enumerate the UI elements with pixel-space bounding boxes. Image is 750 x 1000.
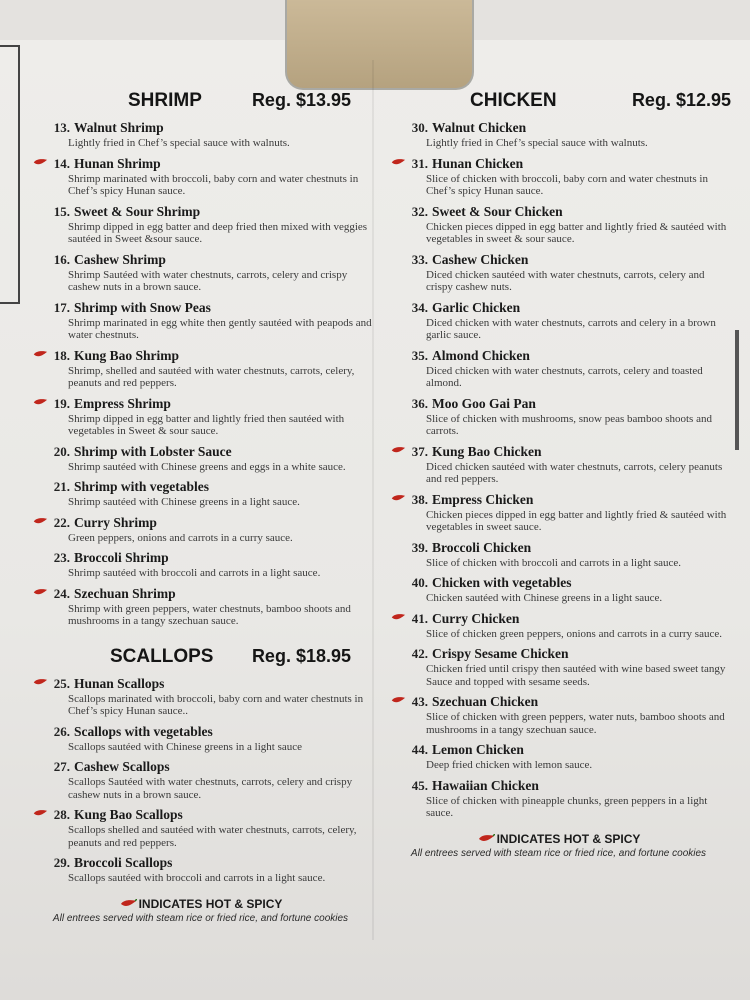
legend-note: All entrees served with steam rice or fried rice, and fortune cookies xyxy=(52,912,349,924)
item-description: Shrimp marinated with broccoli, baby corn and water chestnuts in Chef’s spicy Hunan sauce. xyxy=(68,172,359,197)
item-name: Lemon Chicken xyxy=(432,742,524,757)
item-description: Shrimp dipped in egg batter and deep fried then mixed with veggies sautéed in Sweet &sour sauce. xyxy=(68,220,368,245)
menu-item xyxy=(28,855,373,885)
chicken-list xyxy=(386,120,731,820)
legend-label: INDICATES HOT & SPICY xyxy=(138,896,283,911)
item-name: Shrimp with vegetables xyxy=(74,479,209,494)
item-name: Hawaiian Chicken xyxy=(432,777,539,793)
item-name: Broccoli Scallops xyxy=(74,855,173,870)
item-number: 39. xyxy=(411,539,428,555)
item-description: Lightly fried in Chef’s special sauce with walnuts. xyxy=(426,137,648,149)
item-description: Slice of chicken with broccoli and carrots in a light sauce. xyxy=(426,556,682,569)
menu-item xyxy=(386,396,731,438)
item-description: Shrimp dipped in egg batter and lightly fried then sautéed with vegetables in Sweet & sour sauce. xyxy=(68,412,345,437)
menu-item xyxy=(386,300,731,342)
item-number: 14. xyxy=(53,155,70,171)
item-description: Slice of chicken with green peppers, water nuts, bamboo shoots and mushrooms in a tangy szechuan sauce. xyxy=(426,711,725,736)
menu-item xyxy=(386,694,731,736)
item-name: Almond Chicken xyxy=(432,347,530,363)
item-description: Scallops marinated with broccoli, baby corn and water chestnuts in Chef’s spicy Hunan sauce.. xyxy=(68,692,364,717)
menu-item xyxy=(28,156,373,198)
menu-item xyxy=(28,586,373,628)
item-number: 15. xyxy=(53,203,70,219)
menu-item xyxy=(386,204,731,246)
item-name: Szechuan Chicken xyxy=(432,694,539,709)
left-column xyxy=(28,90,373,924)
item-number: 13. xyxy=(53,120,70,135)
scallops-price: Reg. $18.95 xyxy=(251,645,351,666)
item-description: Scallops Sautéed with water chestnuts, carrots, celery and crispy cashew nuts in a brown sauce. xyxy=(68,776,353,801)
item-number: 30. xyxy=(411,120,428,135)
item-description: Slice of chicken green peppers, onions and carrots in a curry sauce. xyxy=(426,627,722,640)
menu-item xyxy=(28,396,373,438)
item-name: Cashew Chicken xyxy=(432,251,529,267)
item-description: Shrimp marinated in egg white then gently sautéed with peapods and water chestnuts. xyxy=(68,316,372,341)
menu-item xyxy=(28,724,373,754)
item-name: Sweet & Sour Chicken xyxy=(432,203,563,219)
menu-item xyxy=(386,575,731,605)
menu-item xyxy=(28,759,373,801)
item-name: Curry Chicken xyxy=(432,610,520,626)
menu-item xyxy=(28,300,373,342)
item-number: 36. xyxy=(411,395,428,411)
item-name: Curry Shrimp xyxy=(74,514,157,530)
item-number: 42. xyxy=(411,646,428,661)
item-name: Cashew Shrimp xyxy=(74,251,166,267)
legend-note: All entrees served with steam rice or fried rice, and fortune cookies xyxy=(410,847,707,859)
item-number: 28. xyxy=(53,807,70,822)
item-description: Scallops sautéed with Chinese greens in a light sauce xyxy=(68,740,302,753)
item-name: Hunan Shrimp xyxy=(74,155,161,171)
item-number: 35. xyxy=(411,347,428,363)
menu-item xyxy=(386,252,731,294)
item-name: Kung Bao Scallops xyxy=(74,807,183,822)
menu-item xyxy=(386,348,731,390)
menu-item xyxy=(386,120,731,150)
menu-item xyxy=(386,492,731,534)
item-number: 16. xyxy=(53,251,70,267)
item-description: Scallops sautéed with broccoli and carrots in a light sauce. xyxy=(68,872,326,884)
item-name: Empress Chicken xyxy=(432,491,534,507)
item-number: 31. xyxy=(411,155,428,171)
item-description: Green peppers, onions and carrots in a curry sauce. xyxy=(68,531,293,544)
item-number: 20. xyxy=(53,443,70,459)
item-description: Shrimp, shelled and sautéed with water chestnuts, carrots, celery, peanuts and red peppers. xyxy=(68,364,355,389)
item-description: Chicken fried until crispy then sautéed with wine based sweet tangy Sauce and topped with sesame seeds. xyxy=(426,663,726,688)
menu-item xyxy=(386,611,731,641)
item-number: 19. xyxy=(53,395,70,411)
item-description: Slice of chicken with broccoli, baby corn and water chestnuts in Chef’s spicy Hunan sauce. xyxy=(426,172,708,197)
chili-pepper-icon xyxy=(119,899,137,909)
menu-item xyxy=(28,252,373,294)
item-name: Kung Bao Chicken xyxy=(432,443,542,459)
item-number: 18. xyxy=(53,347,70,363)
item-number: 44. xyxy=(411,742,428,757)
item-number: 45. xyxy=(411,777,428,793)
item-description: Diced chicken with water chestnuts, carrots and celery in a brown garlic sauce. xyxy=(426,316,716,341)
item-name: Walnut Chicken xyxy=(432,120,527,135)
item-description: Scallops shelled and sautéed with water chestnuts, carrots, celery, peanuts and red peppers. xyxy=(68,824,357,849)
item-name: Hunan Scallops xyxy=(74,675,165,691)
item-number: 23. xyxy=(53,550,70,565)
chicken-section-header xyxy=(386,90,731,112)
menu-item xyxy=(28,550,373,580)
item-number: 34. xyxy=(411,299,428,315)
item-name: Broccoli Shrimp xyxy=(74,550,169,565)
menu-item xyxy=(28,479,373,509)
menu-item xyxy=(386,156,731,198)
item-description: Slice of chicken with pineapple chunks, green peppers in a light sauce. xyxy=(426,794,708,819)
menu-item xyxy=(28,807,373,849)
menu-item xyxy=(28,120,373,150)
item-description: Diced chicken sautéed with water chestnuts, carrots, celery and crispy cashew nuts. xyxy=(426,268,705,293)
menu-item xyxy=(386,646,731,688)
shrimp-section-header xyxy=(28,90,373,112)
chili-pepper-icon xyxy=(477,834,495,844)
right-border-bar xyxy=(735,330,739,450)
item-description: Shrimp sautéed with broccoli and carrots in a light sauce. xyxy=(68,567,321,579)
legend-label: INDICATES HOT & SPICY xyxy=(496,831,641,846)
menu-item xyxy=(386,778,731,820)
item-number: 37. xyxy=(411,443,428,459)
shrimp-list xyxy=(28,120,373,628)
menu-item xyxy=(386,742,731,772)
item-number: 22. xyxy=(53,514,70,530)
item-name: Chicken with vegetables xyxy=(432,575,572,590)
item-name: Kung Bao Shrimp xyxy=(74,347,180,363)
chicken-price: Reg. $12.95 xyxy=(631,90,731,110)
menu-item xyxy=(28,348,373,390)
item-name: Crispy Sesame Chicken xyxy=(432,646,569,661)
item-number: 41. xyxy=(411,610,428,626)
right-column xyxy=(386,90,731,859)
item-name: Cashew Scallops xyxy=(74,759,170,774)
item-number: 33. xyxy=(411,251,428,267)
scallops-list xyxy=(28,676,373,885)
item-number: 26. xyxy=(53,723,70,739)
scallops-title: SCALLOPS xyxy=(110,645,214,667)
item-name: Broccoli Chicken xyxy=(432,539,532,555)
item-number: 21. xyxy=(53,479,70,494)
item-number: 43. xyxy=(411,694,428,709)
item-description: Lightly fried in Chef’s special sauce with walnuts. xyxy=(68,137,290,149)
item-description: Diced chicken sautéed with water chestnuts, carrots, celery peanuts and red peppers. xyxy=(426,460,723,485)
item-description: Shrimp sautéed with Chinese greens in a light sauce. xyxy=(68,496,300,508)
item-number: 29. xyxy=(53,855,70,870)
shrimp-price: Reg. $13.95 xyxy=(251,90,351,110)
scallops-section-header xyxy=(28,646,373,668)
item-name: Szechuan Shrimp xyxy=(74,585,176,601)
item-description: Shrimp Sautéed with water chestnuts, carrots, celery and crispy cashew nuts in a brown sauce. xyxy=(68,268,348,293)
item-number: 40. xyxy=(411,575,428,590)
item-description: Chicken pieces dipped in egg batter and lightly fried & sautéed with vegetables in sweet sauce. xyxy=(426,508,727,533)
item-name: Walnut Shrimp xyxy=(74,120,164,135)
spice-jar xyxy=(285,0,474,90)
spicy-legend-right xyxy=(386,832,731,859)
chicken-title: CHICKEN xyxy=(470,90,557,111)
item-name: Hunan Chicken xyxy=(432,155,524,171)
item-number: 38. xyxy=(411,491,428,507)
item-description: Diced chicken with water chestnuts, carrots, celery and toasted almond. xyxy=(426,364,703,389)
item-description: Slice of chicken with mushrooms, snow peas bamboo shoots and carrots. xyxy=(426,412,712,437)
item-name: Scallops with vegetables xyxy=(74,723,213,739)
item-number: 25. xyxy=(53,675,70,691)
menu-item xyxy=(386,540,731,570)
item-name: Shrimp with Snow Peas xyxy=(74,299,211,315)
menu-item xyxy=(386,444,731,486)
item-number: 24. xyxy=(53,585,70,601)
left-border-frame xyxy=(0,45,20,304)
menu-item xyxy=(28,204,373,246)
item-name: Shrimp with Lobster Sauce xyxy=(74,443,232,459)
menu-item xyxy=(28,676,373,718)
item-number: 32. xyxy=(411,203,428,219)
item-name: Moo Goo Gai Pan xyxy=(432,395,536,411)
shrimp-title: SHRIMP xyxy=(128,90,202,111)
spicy-legend xyxy=(28,897,373,924)
item-number: 27. xyxy=(53,759,70,774)
item-description: Chicken pieces dipped in egg batter and lightly fried & sautéed with vegetables in sweet & sour sauce. xyxy=(426,220,727,245)
item-description: Deep fried chicken with lemon sauce. xyxy=(426,759,593,771)
item-description: Chicken sautéed with Chinese greens in a light sauce. xyxy=(426,592,663,604)
item-name: Sweet & Sour Shrimp xyxy=(74,203,201,219)
item-name: Empress Shrimp xyxy=(74,395,171,411)
item-description: Shrimp sautéed with Chinese greens and eggs in a white sauce. xyxy=(68,460,346,473)
menu-item xyxy=(28,444,373,474)
item-number: 17. xyxy=(53,299,70,315)
item-description: Shrimp with green peppers, water chestnuts, bamboo shoots and mushrooms in a tangy szechuan sauce. xyxy=(68,602,351,627)
item-name: Garlic Chicken xyxy=(432,299,521,315)
menu-item xyxy=(28,515,373,545)
